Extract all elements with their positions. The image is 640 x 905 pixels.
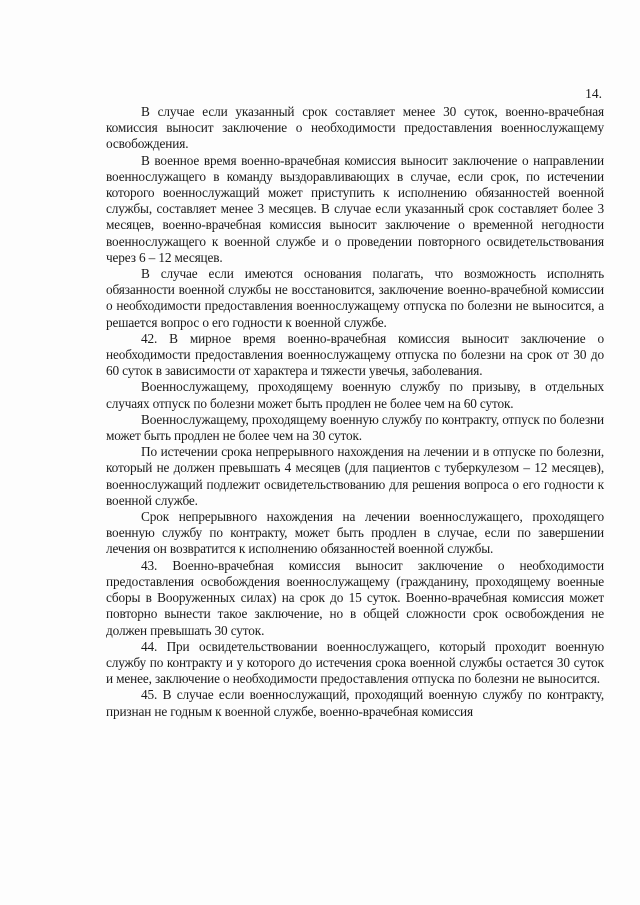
paragraph-contract-extension: Военнослужащему, проходящему военную службу по контракту, отпуск по болезни может быть продлен не более чем на 30 суток.	[106, 411, 604, 444]
paragraph-43: 43. Военно-врачебная комиссия выносит заключение о необходимости предоставления освобождения военнослужащему (гражданину, проходящему военные сборы в Вооруженных силах) на срок до 15 суток. Военно-врачебная комиссия может повторно вынести такое заключение, но в общей сложности срок освобождения не должен превышать 30 суток.	[106, 557, 604, 638]
document-body	[106, 104, 604, 720]
paragraph-45: 45. В случае если военнослужащий, проходящий военную службу по контракту, признан не годным к военной службе, военно-врачебная комиссия	[106, 687, 604, 719]
page-number: 14.	[585, 86, 602, 101]
paragraph-wartime: В военное время военно-врачебная комиссия выносит заключение о направлении военнослужащего в команду выздоравливающих в случае, если срок, по истечении которого военнослужащий может приступить к исполнению обязанностей военной службы, составляет менее 3 месяцев. В случае если указанный срок составляет более 3 месяцев, военно-врачебная комиссия выносит заключение о временной негодности военнослужащего к военной службе и о проведении повторного освидетельствования через 6 – 12 месяцев.	[106, 152, 604, 265]
paragraph-no-recovery: В случае если имеются основания полагать, что возможность исполнять обязанности военной службы не восстановится, заключение военно-врачебной комиссии о необходимости предоставления военнослужащему отпуска по болезни не выносится, а решается вопрос о его годности к военной службе.	[106, 266, 604, 330]
paragraph-continuous-treatment-limit: По истечении срока непрерывного нахождения на лечении и в отпуске по болезни, который не должен превышать 4 месяцев (для пациентов с туберкулезом – 12 месяцев), военнослужащий подлежит освидетельствованию для решения вопроса о его годности к военной службе.	[106, 444, 604, 508]
paragraph-treatment-extension: Срок непрерывного нахождения на лечении военнослужащего, проходящего военную службу по контракту, может быть продлен в случае, если по завершении лечения он возвратится к исполнению обязанностей военной службы.	[106, 509, 604, 557]
paragraph-44: 44. При освидетельствовании военнослужащего, который проходит военную службу по контракту и у которого до истечения срока военной службы остается 30 суток и менее, заключение о необходимости предоставления отпуска по болезни не выносится.	[106, 638, 604, 687]
paragraph-42: 42. В мирное время военно-врачебная комиссия выносит заключение о необходимости предоставления военнослужащему отпуска по болезни на срок от 30 до 60 суток в зависимости от характера и тяжести увечья, заболевания.	[106, 330, 604, 379]
paragraph-conscript-extension: Военнослужащему, проходящему военную службу по призыву, в отдельных случаях отпуск по болезни может быть продлен не более чем на 60 суток.	[106, 379, 604, 411]
paragraph-leave-under-30-days: В случае если указанный срок составляет менее 30 суток, военно-врачебная комиссия выносит заключение о необходимости предоставления военнослужащему освобождения.	[106, 104, 604, 152]
